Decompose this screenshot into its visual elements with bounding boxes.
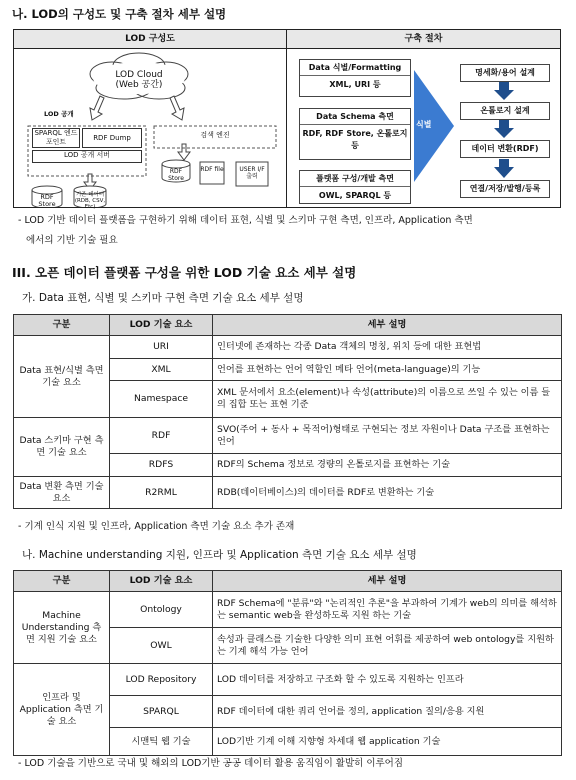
step-body: RDF, RDF Store, 온톨로지 등 — [302, 129, 408, 150]
tech-cell: SPARQL — [110, 696, 213, 728]
rdf-store-label-2: RDF Store — [168, 168, 184, 182]
desc-cell: 인터넷에 존재하는 각종 Data 객체의 명칭, 위치 등에 대한 표현법 — [213, 336, 562, 359]
rdf-dump-box: RDF Dump — [82, 128, 142, 148]
table-row — [14, 592, 562, 628]
col-header: LOD 기술 요소 — [110, 315, 213, 336]
diagram-right-header: 구축 절차 — [287, 30, 560, 49]
tech-cell: R2RML — [110, 477, 213, 509]
tech-cell: 시맨틱 웹 기술 — [110, 728, 213, 756]
desc-cell: 속성과 클래스를 기술한 다양한 의미 표현 어휘를 제공하여 web ontology를 지원하는 기계 해석 가능 언어 — [213, 628, 562, 664]
section-title-na: 나. LOD의 구성도 및 구축 절차 세부 설명 — [12, 7, 227, 21]
identify-arrow-label: 식별 — [416, 120, 432, 129]
group-cell: Data 변환 측면 기술 요소 — [14, 477, 110, 509]
tech-cell: Ontology — [110, 592, 213, 628]
desc-cell: LOD 데이터를 저장하고 구조화 할 수 있도록 지원하는 인프라 — [213, 664, 562, 696]
tech-cell: URI — [110, 336, 213, 359]
existing-data-label: 기존 데이터 (RDB, CSV, Etc) — [74, 192, 106, 210]
proc-step-4: 연결/저장/발행/등록 — [460, 180, 550, 198]
proc-step-1: 명세화/용어 설계 — [460, 64, 550, 82]
col-header: 구분 — [14, 315, 110, 336]
desc-cell: 언어를 표현하는 언어 역할인 메타 언어(meta-language)의 기능 — [213, 359, 562, 381]
sparql-endpoint-box: SPARQL 엔드포인트 — [32, 128, 80, 148]
lod-public-label: LOD 공개 — [44, 110, 74, 118]
tech-cell: Namespace — [110, 381, 213, 418]
table-row — [14, 418, 562, 454]
desc-cell: LOD기반 기계 이해 지향형 차세대 웹 application 기술 — [213, 728, 562, 756]
note-1-line-2: 에서의 기반 기술 필요 — [26, 235, 118, 246]
desc-cell: RDF의 Schema 정보로 경량의 온톨로지를 표현하는 기술 — [213, 454, 562, 477]
desc-cell: RDB(데이터베이스)의 데이터를 RDF로 변환하는 기술 — [213, 477, 562, 509]
search-engine-label: 검색 엔진 — [200, 131, 230, 139]
tech-cell: RDF — [110, 418, 213, 454]
group-cell: Data 스키마 구현 측면 기술 요소 — [14, 418, 110, 477]
group-cell: 인프라 및 Application 측면 기술 요소 — [14, 664, 110, 756]
table-row — [14, 664, 562, 696]
table-2 — [13, 570, 562, 756]
diagram-divider — [286, 48, 287, 207]
tech-cell: RDFS — [110, 454, 213, 477]
rdf-file-label: RDF file — [200, 166, 224, 173]
lod-diagram — [13, 29, 561, 208]
tech-cell: LOD Repository — [110, 664, 213, 696]
sub-na-title: 나. Machine understanding 지원, 인프라 및 Application 측면 기술 요소 세부 설명 — [22, 549, 417, 561]
table-1-header — [14, 315, 562, 336]
col-header: 구분 — [14, 571, 110, 592]
step-title: Data Schema 측면 — [300, 109, 410, 125]
proc-down-arrows — [492, 82, 516, 180]
lod-server-box: LOD 공개 서버 — [32, 150, 142, 163]
cloud-line1: LOD Cloud — [115, 70, 163, 80]
desc-cell: RDF Schema에 "분류"와 "논리적인 추론"을 부과하여 기계가 web의 의미를 해석하는 semantic web을 완성하도록 지원 하는 기술 — [213, 592, 562, 628]
table-row — [14, 477, 562, 509]
col-header: 세부 설명 — [213, 571, 562, 592]
section-iii-title: III. 오픈 데이터 플랫폼 구성을 위한 LOD 기술 요소 세부 설명 — [12, 265, 357, 280]
note-3: - LOD 기술을 기반으로 국내 및 해외의 LOD기반 공공 데이터 활용 움직임이 활발히 이루어짐 — [18, 758, 404, 769]
step-title: Data 식별/Formatting — [300, 60, 410, 76]
col-header: 세부 설명 — [213, 315, 562, 336]
lod-cloud-label — [93, 70, 185, 90]
proc-step-3: 데이터 변환(RDF) — [460, 140, 550, 158]
note-1-line-1: - LOD 기반 데이터 플랫폼을 구현하기 위해 데이터 표현, 식별 및 스키마 구현 측면, 인프라, Application 측면 — [18, 215, 473, 226]
desc-cell: RDF 데이터에 대한 쿼리 언어를 정의, application 질의/응용 지원 — [213, 696, 562, 728]
sub-ga-title: 가. Data 표현, 식별 및 스키마 구현 측면 기술 요소 세부 설명 — [22, 292, 304, 304]
table-1 — [13, 314, 562, 509]
tech-cell: OWL — [110, 628, 213, 664]
cloud-line2: (Web 공간) — [115, 80, 163, 90]
proc-step-2: 온톨로지 설계 — [460, 102, 550, 120]
group-cell: Machine Understanding 측면 지원 기술 요소 — [14, 592, 110, 664]
diagram-left-header: LOD 구성도 — [14, 30, 287, 49]
step-body: XML, URI 등 — [329, 80, 381, 89]
step-box-data-schema — [299, 108, 411, 160]
table-row — [14, 336, 562, 359]
table-2-header — [14, 571, 562, 592]
step-title: 플랫폼 구성/개발 측면 — [300, 171, 410, 187]
rdf-store-label-1: RDF Store — [38, 193, 56, 208]
desc-cell: XML 문서에서 요소(element)나 속성(attribute)의 이름으로 쓰일 수 있는 이름 들의 집합 또는 표현 기준 — [213, 381, 562, 418]
step-body: OWL, SPARQL 등 — [318, 191, 392, 200]
step-box-platform — [299, 170, 411, 204]
note-2: - 기계 인식 지원 및 인프라, Application 측면 기술 요소 추가 존재 — [18, 521, 295, 532]
tech-cell: XML — [110, 359, 213, 381]
col-header: LOD 기술 요소 — [110, 571, 213, 592]
user-if-label: USER I/F 출력 — [239, 166, 265, 180]
group-cell: Data 표현/식별 측면 기술 요소 — [14, 336, 110, 418]
desc-cell: SVO(주어 + 동사 + 목적어)형태로 구현되는 정보 자원이나 Data 구조를 표현하는 언어 — [213, 418, 562, 454]
step-box-data-id — [299, 59, 411, 97]
